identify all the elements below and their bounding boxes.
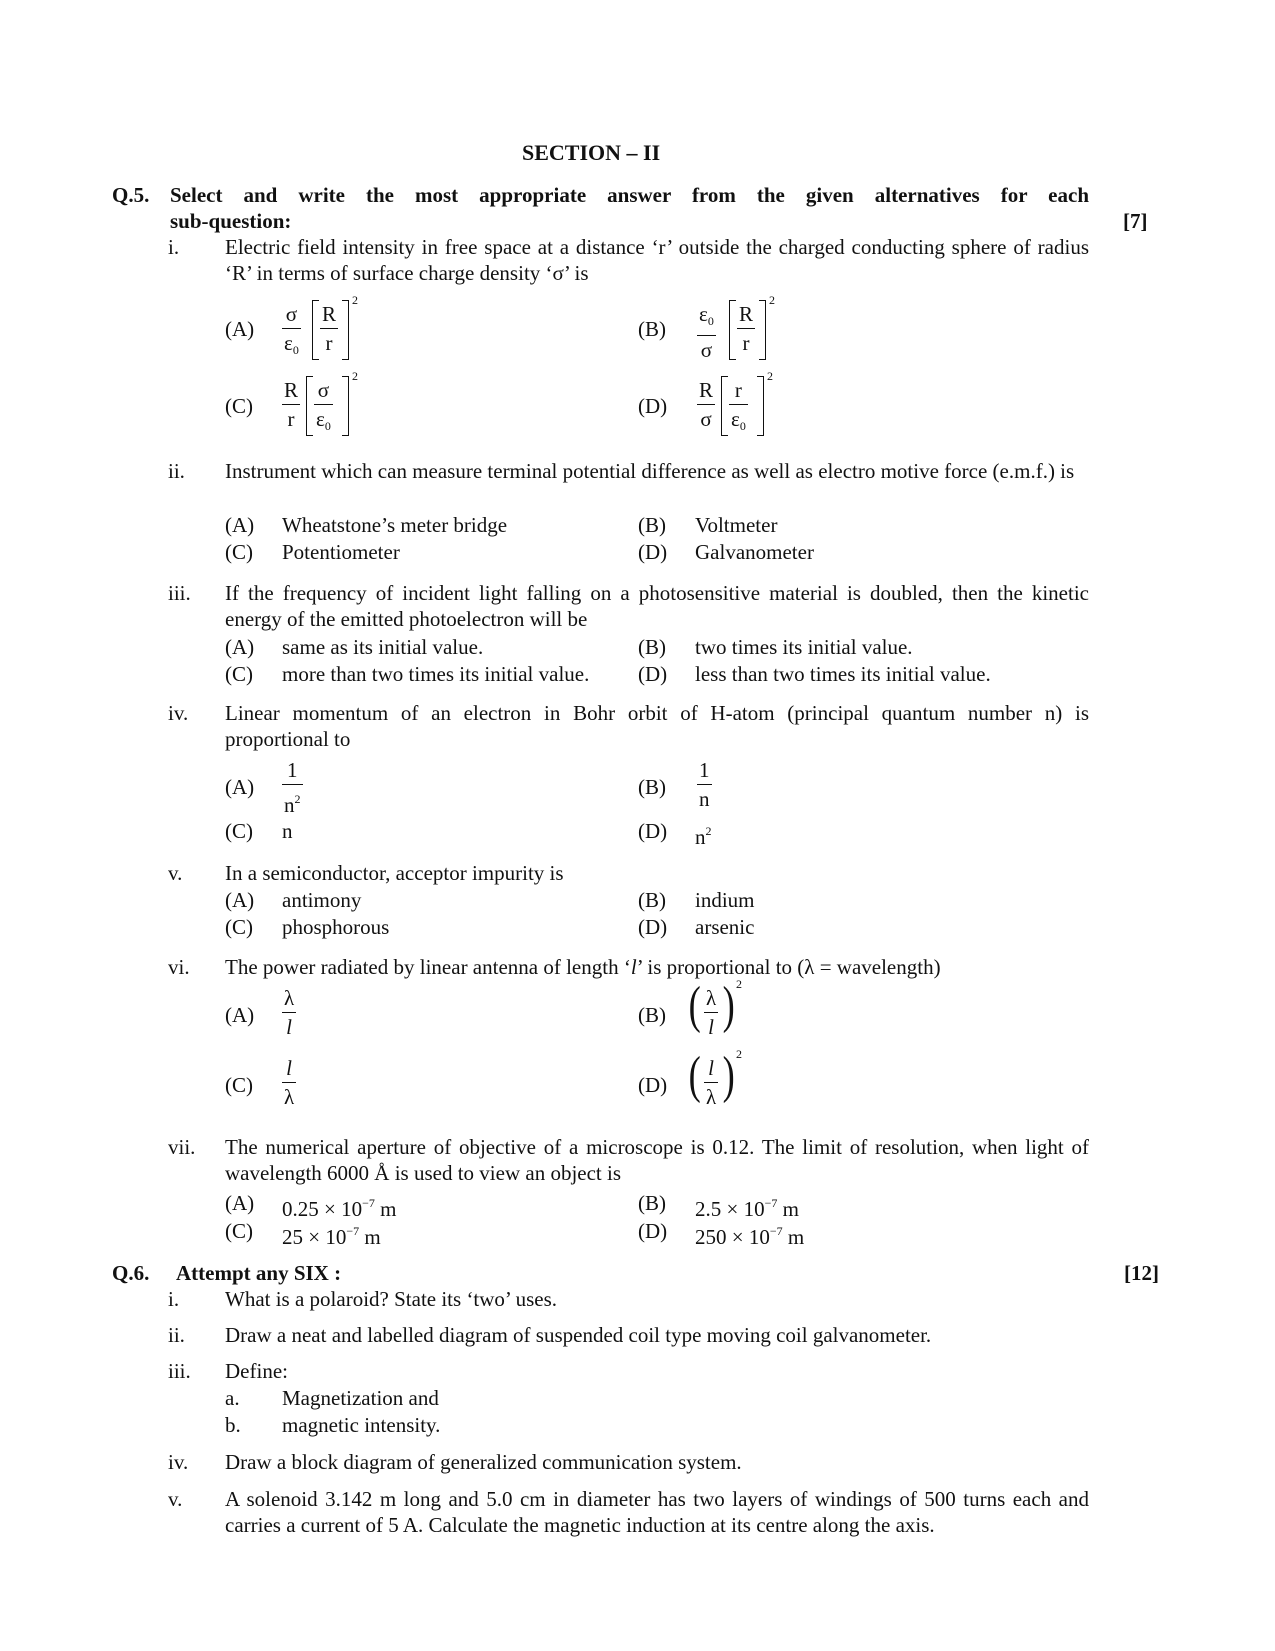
q5-iii-option-b-label: (B) xyxy=(638,635,666,659)
q5-iii-stem: If the frequency of incident light falling on a photosensitive material is doubled, then the kinetic energy of the emitted photoelectron will be xyxy=(225,581,1089,631)
q5-vi-option-a-fraction: λ l xyxy=(284,986,295,1039)
fraction: R r xyxy=(739,302,754,355)
fraction: σ ε0 xyxy=(284,302,299,357)
q5-ii-option-b-label: (B) xyxy=(638,513,666,537)
q6-ii-number: ii. xyxy=(168,1323,185,1347)
q5-ii-stem: Instrument which can measure terminal potential difference as well as electro motive force (e.m.f.) is xyxy=(225,459,1075,483)
q5-vii-option-c-label: (C) xyxy=(225,1219,253,1243)
q6-iv-text: Draw a block diagram of generalized communication system. xyxy=(225,1450,742,1474)
q5-i-option-b-label: (B) xyxy=(638,317,666,341)
q5-i-stem: Electric field intensity in free space at a distance ‘r’ outside the charged conducting sphere of radius ‘R’ in terms of surface charge density ‘σ’ is xyxy=(225,235,1089,285)
q6-number: Q.6. xyxy=(112,1261,150,1285)
q5-v-option-a-text: antimony xyxy=(282,888,362,912)
q5-vii-number: vii. xyxy=(168,1135,196,1159)
q5-ii-option-c-label: (C) xyxy=(225,540,253,564)
q5-iv-option-c-text: n xyxy=(282,819,293,843)
q5-iv-option-b-fraction: 1 n xyxy=(699,758,710,811)
q5-vii-option-d-label: (D) xyxy=(638,1219,668,1243)
q5-iv-option-c-label: (C) xyxy=(225,819,253,843)
q5-vi-option-d-label: (D) xyxy=(638,1073,668,1097)
fraction: σ ε0 xyxy=(316,378,331,433)
fraction: R σ xyxy=(699,378,714,431)
q5-i-option-d-label: (D) xyxy=(638,394,668,418)
q6-v-text: A solenoid 3.142 m long and 5.0 cm in diameter has two layers of windings of 500 turns each and carries a current of 5 A. Calculate the magnetic induction at its centre along the axis. xyxy=(225,1487,1089,1537)
fraction: λ l xyxy=(706,986,717,1039)
q5-vi-option-a-label: (A) xyxy=(225,1003,255,1027)
q5-iv-option-b-label: (B) xyxy=(638,775,666,799)
q6-iii-sub-a-label: a. xyxy=(225,1386,240,1410)
q5-number: Q.5. xyxy=(112,183,150,207)
q5-vii-option-c-text: $25 \times 10^{-7}$ m xyxy=(282,1224,381,1249)
q5-ii-option-b-text: Voltmeter xyxy=(695,513,778,537)
q6-i-number: i. xyxy=(168,1287,180,1311)
q5-v-option-c-text: phosphorous xyxy=(282,915,390,939)
q5-iv-number: iv. xyxy=(168,701,189,725)
q5-v-option-b-label: (B) xyxy=(638,888,666,912)
q6-iii-sub-b-text: magnetic intensity. xyxy=(282,1413,441,1437)
q5-instruction-line1: Select and write the most appropriate answer from the given alternatives for each xyxy=(170,183,1089,207)
q6-i-text: What is a polaroid? State its ‘two’ uses. xyxy=(225,1287,558,1311)
q5-ii-option-a-text: Wheatstone’s meter bridge xyxy=(282,513,508,537)
q5-v-option-b-text: indium xyxy=(695,888,755,912)
q5-vi-stem: The power radiated by linear antenna of length ‘l’ is proportional to (λ = wavelength) xyxy=(225,955,941,979)
q5-ii-number: ii. xyxy=(168,459,185,483)
q5-vii-stem: The numerical aperture of objective of a microscope is 0.12. The limit of resolution, when light of wavelength 6000 Å is used to view an object is xyxy=(225,1135,1089,1185)
q6-iii-text: Define: xyxy=(225,1359,288,1383)
q5-vii-option-a-text: $0.25 \times 10^{-7}$ m xyxy=(282,1196,397,1221)
q5-iii-option-c-text: more than two times its initial value. xyxy=(282,662,590,686)
q6-iii-sub-a-text: Magnetization and xyxy=(282,1386,439,1410)
q5-ii-option-c-text: Potentiometer xyxy=(282,540,400,564)
q5-iv-stem: Linear momentum of an electron in Bohr orbit of H-atom (principal quantum number n) is proportional to xyxy=(225,701,1089,751)
q5-iii-option-a-label: (A) xyxy=(225,635,255,659)
q5-iv-option-a-fraction: 1 $n^2$ xyxy=(284,758,301,817)
section-title: SECTION – II xyxy=(522,140,661,165)
q5-vii-option-a-label: (A) xyxy=(225,1191,255,1215)
q5-vii-option-b-text: $2.5 \times 10^{-7}$ m xyxy=(695,1196,799,1221)
q5-i-option-c-label: (C) xyxy=(225,394,253,418)
fraction: R r xyxy=(322,302,337,355)
q6-ii-text: Draw a neat and labelled diagram of suspended coil type moving coil galvanometer. xyxy=(225,1323,932,1347)
q5-vii-option-b-label: (B) xyxy=(638,1191,666,1215)
q5-iv-option-d-label: (D) xyxy=(638,819,668,843)
q5-iii-number: iii. xyxy=(168,581,191,605)
q5-v-option-d-label: (D) xyxy=(638,915,668,939)
q5-v-option-a-label: (A) xyxy=(225,888,255,912)
q5-i-option-a-label: (A) xyxy=(225,317,255,341)
q5-ii-option-a-label: (A) xyxy=(225,513,255,537)
q5-iii-option-d-text: less than two times its initial value. xyxy=(695,662,991,686)
q5-i-number: i. xyxy=(168,235,180,259)
q5-vi-option-b-label: (B) xyxy=(638,1003,666,1027)
q5-vi-option-c-fraction: l λ xyxy=(284,1056,295,1109)
q5-iv-option-d-text: $n^2$ xyxy=(695,824,712,849)
fraction: ε0 σ xyxy=(699,302,714,362)
q5-v-stem: In a semiconductor, acceptor impurity is xyxy=(225,861,564,885)
q6-iv-number: iv. xyxy=(168,1450,189,1474)
q6-v-number: v. xyxy=(168,1487,183,1511)
q5-ii-option-d-text: Galvanometer xyxy=(695,540,814,564)
fraction: r ε0 xyxy=(731,378,746,433)
q5-iv-option-a-label: (A) xyxy=(225,775,255,799)
q5-vi-number: vi. xyxy=(168,955,190,979)
q5-instruction-line2: sub-question: xyxy=(170,209,292,233)
fraction: l λ xyxy=(706,1056,717,1109)
q5-iii-option-a-text: same as its initial value. xyxy=(282,635,484,659)
q5-iii-option-c-label: (C) xyxy=(225,662,253,686)
q6-instruction: Attempt any SIX : xyxy=(176,1261,342,1285)
q5-v-option-c-label: (C) xyxy=(225,915,253,939)
fraction: R r xyxy=(284,378,299,431)
q6-iii-sub-b-label: b. xyxy=(225,1413,241,1437)
q5-ii-option-d-label: (D) xyxy=(638,540,668,564)
q6-iii-number: iii. xyxy=(168,1359,191,1383)
q5-vi-option-c-label: (C) xyxy=(225,1073,253,1097)
q5-v-number: v. xyxy=(168,861,183,885)
q5-v-option-d-text: arsenic xyxy=(695,915,755,939)
q5-vii-option-d-text: $250 \times 10^{-7}$ m xyxy=(695,1224,805,1249)
q5-marks: [7] xyxy=(1123,209,1148,233)
q6-marks: [12] xyxy=(1124,1261,1159,1285)
q5-iii-option-b-text: two times its initial value. xyxy=(695,635,913,659)
q5-iii-option-d-label: (D) xyxy=(638,662,668,686)
